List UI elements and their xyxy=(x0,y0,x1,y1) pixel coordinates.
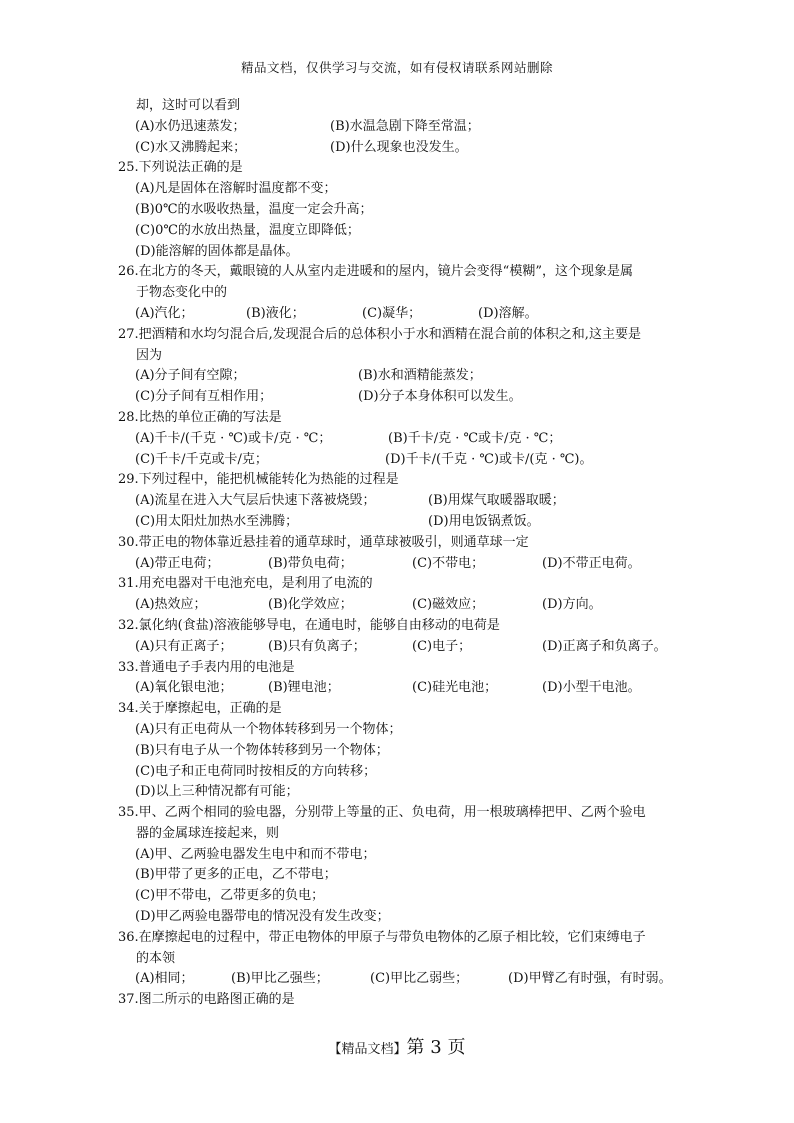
option-d: (D)能溶解的固体都是晶体。 xyxy=(135,243,299,259)
option-d: (D)正离子和负离子。 xyxy=(542,638,667,654)
question-stem: 34.关于摩擦起电，正确的是 xyxy=(118,701,282,717)
option-a: (A)汽化； xyxy=(135,305,194,321)
option-c: (C)磁效应； xyxy=(412,597,485,613)
option-b: (B)锂电池； xyxy=(268,680,340,696)
option-a: (A)热效应； xyxy=(135,597,207,613)
option-b: (B)千卡/克 · ℃或卡/克 · ℃； xyxy=(388,430,562,446)
question-35 xyxy=(118,803,688,928)
page-number: 第 3 页 xyxy=(406,1037,466,1058)
option-c: (C)0℃的水放出热量，温度立即降低； xyxy=(135,222,360,238)
option-row xyxy=(118,429,688,450)
option-b: (B)用煤气取暖器取暖； xyxy=(428,493,565,509)
question-stem-continuation: 的本领 xyxy=(136,950,176,966)
question-26 xyxy=(118,262,688,324)
option-row xyxy=(118,637,688,658)
question-stem: 32.氯化纳(食盐)溶液能够导电，在通电时，能够自由移动的电荷是 xyxy=(118,617,500,633)
page-footer xyxy=(0,1033,794,1059)
question-stem: 36.在摩擦起电的过程中，带正电物体的甲原子与带负电物体的乙原子相比较，它们束缚电子 xyxy=(118,929,646,945)
option-b: (B)水和酒精能蒸发； xyxy=(358,368,482,384)
question-stem: 25.下列说法正确的是 xyxy=(118,160,243,176)
option-a: (A)只有正离子； xyxy=(135,638,233,654)
option-a: (A)相同； xyxy=(135,971,194,987)
option-c: (C)甲不带电，乙带更多的负电； xyxy=(135,888,325,904)
option-row xyxy=(118,512,688,533)
option-c: (C)用太阳灶加热水至沸腾； xyxy=(135,513,299,529)
option-b: (B)甲带了更多的正电，乙不带电； xyxy=(135,867,337,883)
question-25 xyxy=(118,158,688,262)
option-row xyxy=(118,387,688,408)
option-c: (C)硅光电池； xyxy=(412,680,498,696)
option-c: (C)不带电； xyxy=(412,555,485,571)
question-33 xyxy=(118,658,688,700)
question-stem: 28.比热的单位正确的写法是 xyxy=(118,409,282,425)
option-a: (A)千卡/(千克 · ℃)或卡/克 · ℃； xyxy=(135,430,332,446)
page-header: 精品文档，仅供学习与交流，如有侵权请联系网站删除 xyxy=(240,60,553,75)
option-row xyxy=(118,969,688,990)
question-stem-continuation: 因为 xyxy=(136,347,163,363)
question-stem: 33.普通电子手表内用的电池是 xyxy=(118,659,295,675)
option-c: (C)电子和正电荷同时按相反的方向转移； xyxy=(135,763,377,779)
option-d: (D)千卡/(千克 · ℃)或卡/(克 · ℃)。 xyxy=(385,451,593,467)
question-28 xyxy=(118,408,688,470)
option-b: (B)0℃的水吸收热量，温度一定会升高； xyxy=(135,201,373,217)
option-b: (B)只有负离子； xyxy=(268,638,366,654)
question-24-continuation xyxy=(118,96,688,158)
option-d: (D)方向。 xyxy=(542,597,602,613)
option-b: (B)甲比乙强些； xyxy=(231,971,329,987)
option-row xyxy=(118,554,688,575)
option-row xyxy=(118,595,688,616)
option-row xyxy=(118,138,688,159)
option-d: (D)以上三种情况都有可能； xyxy=(135,784,299,800)
question-34 xyxy=(118,699,688,803)
question-stem: 30.带正电的物体靠近悬挂着的通草球时，通草球被吸引，则通草球一定 xyxy=(118,534,529,550)
option-a: (A)甲、乙两验电器发生电中和而不带电； xyxy=(135,846,376,862)
option-d: (D)分子本身体积可以发生。 xyxy=(358,389,522,405)
option-row xyxy=(118,304,688,325)
option-d: (D)甲乙两验电器带电的情况没有发生改变； xyxy=(135,909,390,925)
option-b: (B)液化； xyxy=(246,305,305,321)
option-b: (B)带负电荷； xyxy=(268,555,353,571)
option-d: (D)什么现象也没发生。 xyxy=(330,139,468,155)
option-d: (D)用电饭锅煮饭。 xyxy=(428,513,540,529)
question-stem: 却，这时可以看到 xyxy=(136,98,241,113)
question-stem: 29.下列过程中，能把机械能转化为热能的过程是 xyxy=(118,472,399,488)
option-c: (C)分子间有互相作用； xyxy=(135,389,273,405)
question-stem: 37.图二所示的电路图正确的是 xyxy=(118,992,295,1008)
option-c: (C)凝华； xyxy=(362,305,422,321)
option-a: (A)凡是固体在溶解时温度都不变； xyxy=(135,181,337,197)
option-a: (A)只有正电荷从一个物体转移到另一个物体； xyxy=(135,721,402,737)
question-31 xyxy=(118,574,688,616)
question-36 xyxy=(118,928,688,990)
option-b: (B)水温急剧下降至常温； xyxy=(330,118,480,134)
option-row xyxy=(118,678,688,699)
option-d: (D)甲臂乙有时强，有时弱。 xyxy=(508,971,672,987)
option-a: (A)分子间有空隙； xyxy=(135,368,246,384)
option-c: (C)水又沸腾起来； xyxy=(135,139,247,155)
question-stem: 31.用充电器对干电池充电，是利用了电流的 xyxy=(118,576,373,592)
option-a: (A)水仍迅速蒸发； xyxy=(135,118,246,134)
option-d: (D)小型干电池。 xyxy=(542,680,641,696)
question-stem-continuation: 器的金属球连接起来，则 xyxy=(136,825,280,841)
option-row xyxy=(118,117,688,138)
option-row xyxy=(118,450,688,471)
option-row xyxy=(118,366,688,387)
question-stem: 35.甲、乙两个相同的验电器，分别带上等量的正、负电荷，用一根玻璃棒把甲、乙两个验电 xyxy=(118,805,646,821)
option-a: (A)流星在进入大气层后快速下落被烧毁； xyxy=(135,493,376,509)
question-stem: 27.把酒精和水均匀混合后,发现混合后的总体积小于水和酒精在混合前的体积之和,这主要是 xyxy=(118,326,641,342)
question-30 xyxy=(118,533,688,575)
option-d: (D)溶解。 xyxy=(478,305,538,321)
option-c: (C)千卡/千克或卡/克； xyxy=(135,451,268,467)
option-c: (C)甲比乙弱些； xyxy=(370,971,469,987)
question-29 xyxy=(118,470,688,532)
question-stem-continuation: 于物态变化中的 xyxy=(136,285,228,301)
question-list xyxy=(118,96,688,1011)
option-b: (B)化学效应； xyxy=(268,597,353,613)
option-d: (D)不带正电荷。 xyxy=(542,555,641,571)
option-a: (A)氧化银电池； xyxy=(135,680,233,696)
footer-tag: 【精品文档】 xyxy=(328,1042,407,1057)
question-27 xyxy=(118,325,688,408)
option-a: (A)带正电荷； xyxy=(135,555,220,571)
question-37 xyxy=(118,990,688,1011)
option-b: (B)只有电子从一个物体转移到另一个物体； xyxy=(135,742,389,758)
option-row xyxy=(118,491,688,512)
question-32 xyxy=(118,616,688,658)
option-c: (C)电子； xyxy=(412,638,472,654)
question-stem: 26.在北方的冬天，戴眼镜的人从室内走进暖和的屋内，镜片会变得“模糊”，这个现象是属 xyxy=(118,264,633,280)
